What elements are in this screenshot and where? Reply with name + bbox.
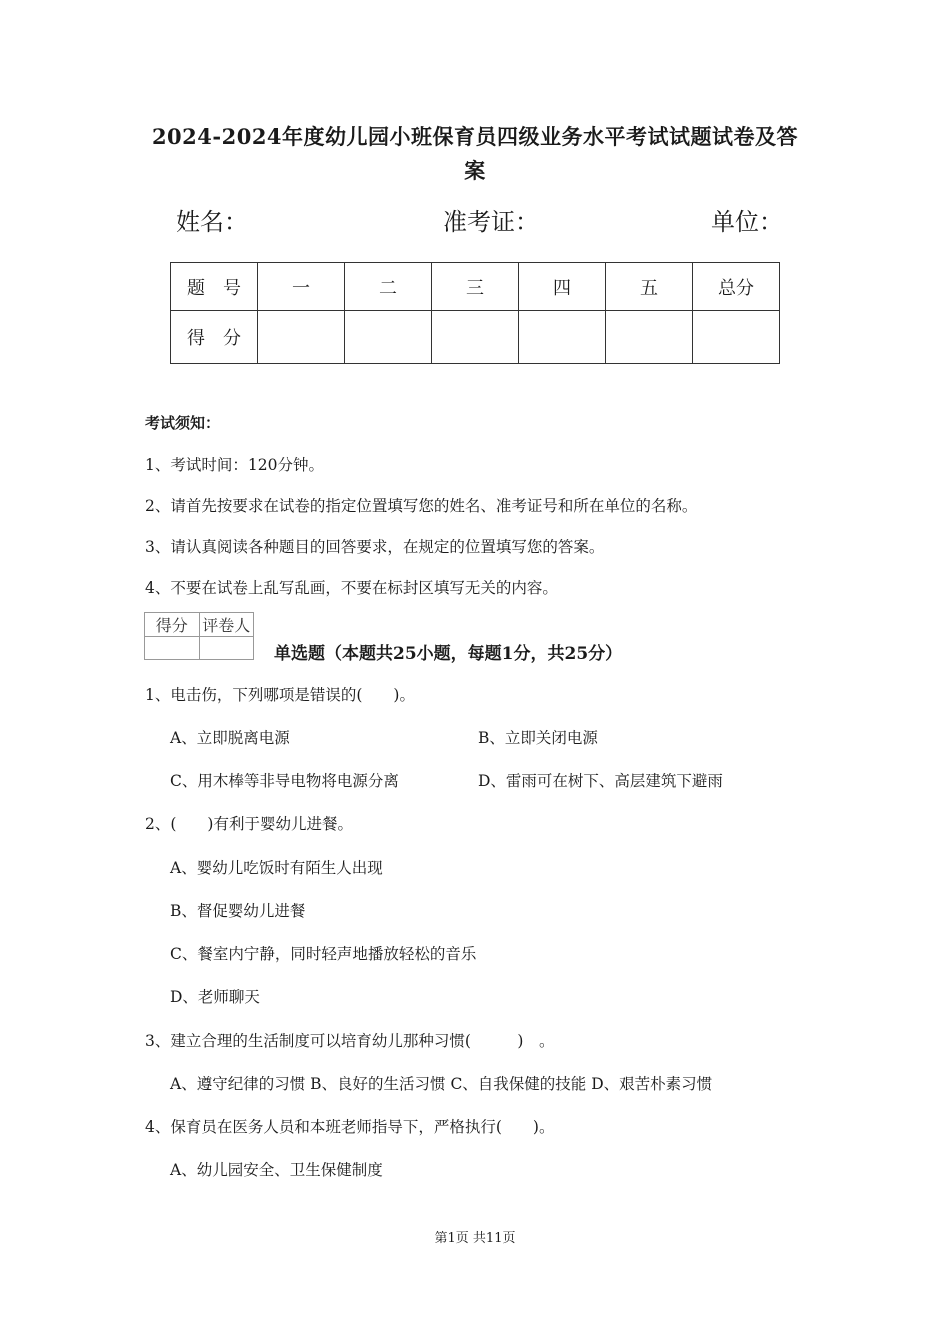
notice-title: 考试须知：	[145, 414, 221, 432]
grader-box	[144, 612, 254, 660]
question-option: D、雷雨可在树下、高层建筑下避雨	[478, 772, 723, 790]
grader-name-cell	[199, 637, 254, 660]
grader-score-cell	[145, 637, 200, 660]
score-table-header-cell: 五	[606, 263, 693, 311]
question-stem: 4、保育员在医务人员和本班老师指导下，严格执行( )。	[145, 1118, 555, 1136]
section-title: 单选题（本题共25小题，每题1分，共25分）	[274, 644, 623, 664]
question-option: A、婴幼儿吃饭时有陌生人出现	[170, 859, 383, 877]
grader-score-label: 得分	[145, 613, 200, 637]
score-table-score-row	[171, 311, 780, 364]
score-cell	[693, 311, 780, 364]
notice-item: 4、不要在试卷上乱写乱画，不要在标封区填写无关的内容。	[145, 579, 558, 597]
score-cell	[345, 311, 432, 364]
question-option: A、立即脱离电源	[170, 729, 290, 747]
document-title	[140, 120, 810, 188]
page-footer: 第1页 共11页	[434, 1231, 516, 1246]
score-table-header-cell: 题 号	[171, 263, 258, 311]
name-label: 姓名：	[176, 208, 248, 236]
notice-item: 2、请首先按要求在试卷的指定位置填写您的姓名、准考证号和所在单位的名称。	[145, 497, 698, 515]
score-table-header-cell: 总分	[693, 263, 780, 311]
question-stem: 2、( )有利于婴幼儿进餐。	[145, 815, 353, 833]
question-option: B、立即关闭电源	[478, 729, 598, 747]
unit-label: 单位：	[711, 208, 783, 236]
notice-item: 3、请认真阅读各种题目的回答要求，在规定的位置填写您的答案。	[145, 538, 605, 556]
score-table-header-cell: 四	[519, 263, 606, 311]
question-option: C、用木棒等非导电物将电源分离	[170, 772, 399, 790]
score-table-header-cell: 一	[258, 263, 345, 311]
grader-name-label: 评卷人	[199, 613, 254, 637]
question-option: A、遵守纪律的习惯 B、良好的生活习惯 C、自我保健的技能 D、艰苦朴素习惯	[170, 1075, 713, 1093]
score-table	[170, 262, 780, 364]
exam-id-label: 准考证：	[443, 208, 539, 236]
score-cell	[606, 311, 693, 364]
question-option: A、幼儿园安全、卫生保健制度	[170, 1161, 383, 1179]
score-cell	[258, 311, 345, 364]
score-cell	[519, 311, 606, 364]
question-option: D、老师聊天	[170, 988, 260, 1006]
score-table-header-row	[171, 263, 780, 311]
score-row-label: 得 分	[171, 311, 258, 364]
question-option: C、餐室内宁静，同时轻声地播放轻松的音乐	[170, 945, 477, 963]
score-table-header-cell: 三	[432, 263, 519, 311]
question-option: B、督促婴幼儿进餐	[170, 902, 306, 920]
title-line-1: 2024-2024年度幼儿园小班保育员四级业务水平考试试题试卷及答	[151, 124, 799, 149]
score-cell	[432, 311, 519, 364]
score-table-header-cell: 二	[345, 263, 432, 311]
notice-item: 1、考试时间：120分钟。	[145, 456, 324, 474]
title-line-2: 案	[464, 158, 486, 183]
question-stem: 3、建立合理的生活制度可以培育幼儿那种习惯( ) 。	[145, 1032, 555, 1050]
question-stem: 1、电击伤，下列哪项是错误的( )。	[145, 686, 415, 704]
